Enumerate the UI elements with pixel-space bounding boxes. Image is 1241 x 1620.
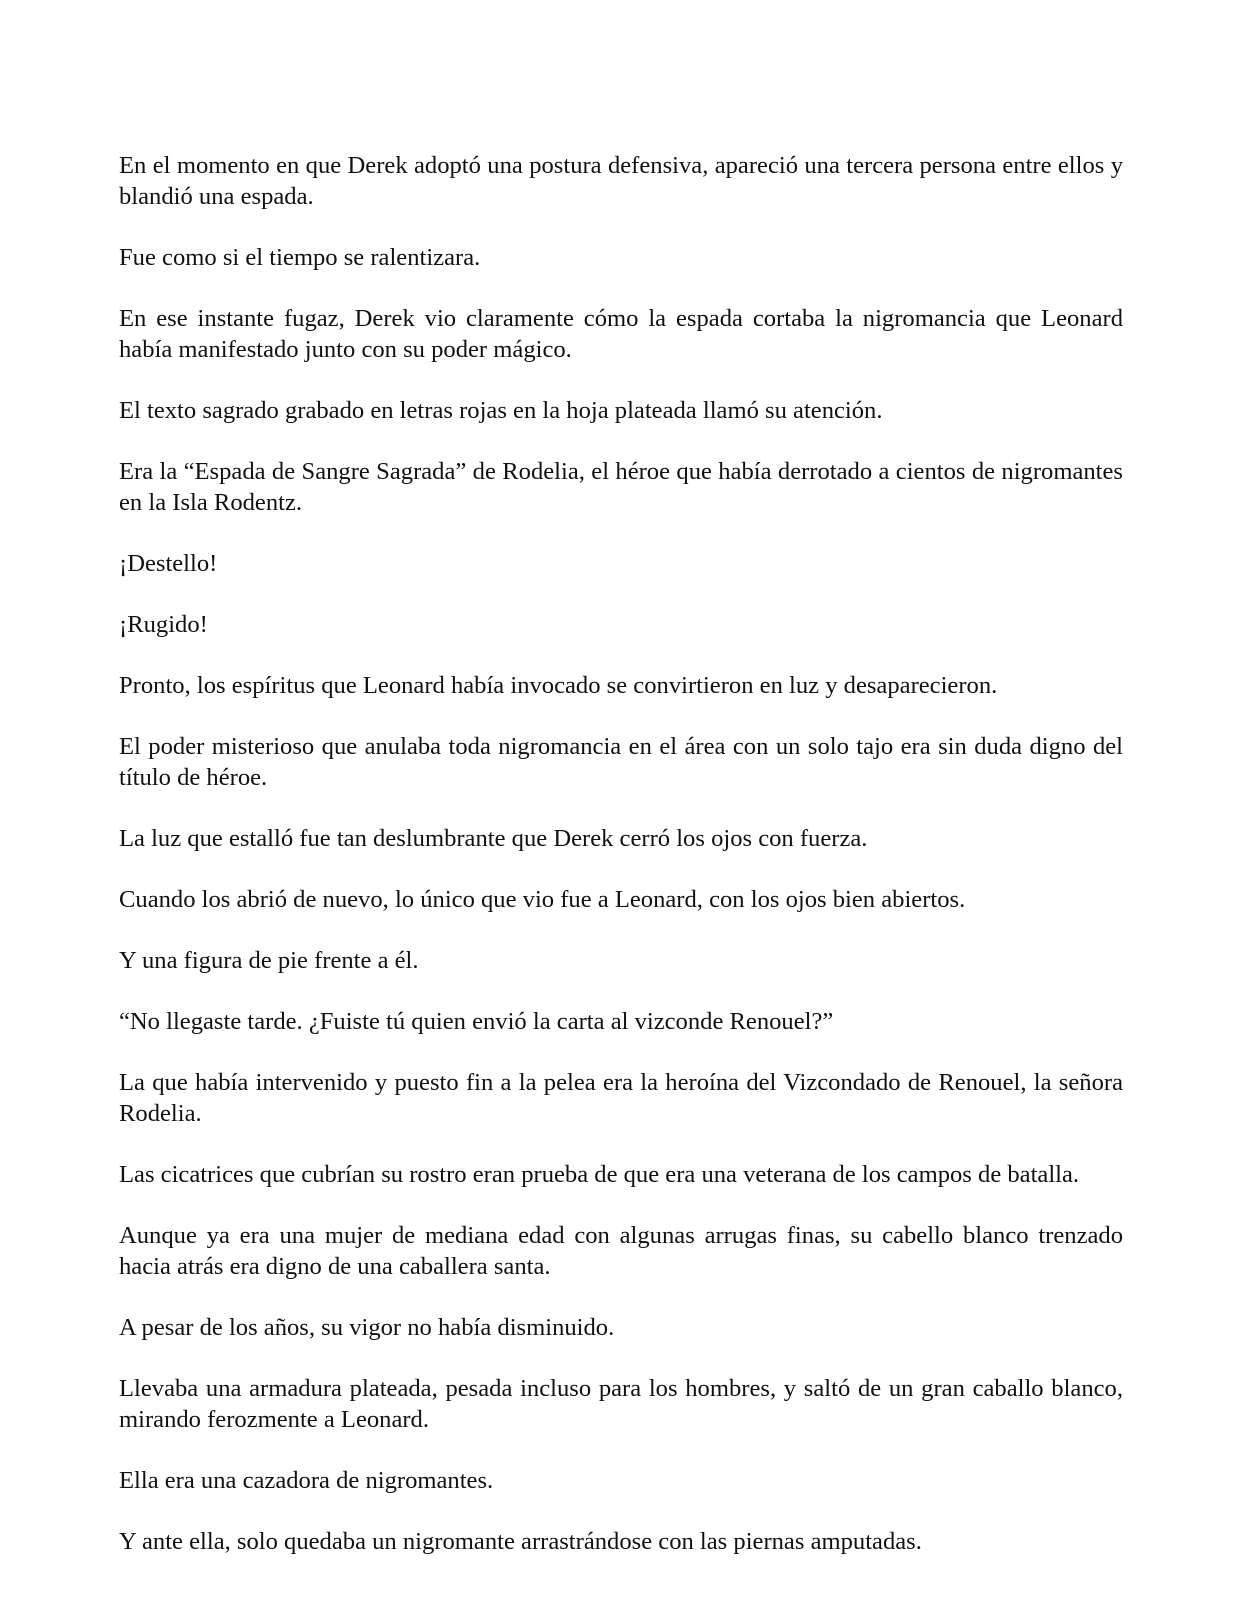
paragraph-9: El poder misterioso que anulaba toda nigromancia en el área con un solo tajo era sin duda digno del título de héroe. (119, 733, 1123, 791)
paragraph-16: Aunque ya era una mujer de mediana edad con algunas arrugas finas, su cabello blanco trenzado hacia atrás era digno de una caballera santa. (119, 1222, 1123, 1280)
paragraph-10: La luz que estalló fue tan deslumbrante que Derek cerró los ojos con fuerza. (119, 825, 868, 852)
paragraph-19: Ella era una cazadora de nigromantes. (119, 1467, 494, 1494)
paragraph-3: En ese instante fugaz, Derek vio claramente cómo la espada cortaba la nigromancia que Leonard había manifestado junto con su poder mágico. (119, 305, 1123, 363)
paragraph-2: Fue como si el tiempo se ralentizara. (119, 244, 481, 271)
document-page (119, 150, 1123, 1587)
paragraph-8: Pronto, los espíritus que Leonard había invocado se convirtieron en luz y desaparecieron. (119, 672, 998, 699)
paragraph-15: Las cicatrices que cubrían su rostro eran prueba de que era una veterana de los campos de batalla. (119, 1161, 1080, 1188)
paragraph-5: Era la “Espada de Sangre Sagrada” de Rodelia, el héroe que había derrotado a cientos de nigromantes en la Isla Rodentz. (119, 458, 1123, 516)
paragraph-1: En el momento en que Derek adoptó una postura defensiva, apareció una tercera persona entre ellos y blandió una espada. (119, 152, 1123, 210)
paragraph-4: El texto sagrado grabado en letras rojas en la hoja plateada llamó su atención. (119, 397, 883, 424)
paragraph-6: ¡Destello! (119, 550, 218, 577)
paragraph-18: Llevaba una armadura plateada, pesada incluso para los hombres, y saltó de un gran caballo blanco, mirando ferozmente a Leonard. (119, 1375, 1123, 1433)
paragraph-20: Y ante ella, solo quedaba un nigromante arrastrándose con las piernas amputadas. (119, 1528, 922, 1555)
paragraph-7: ¡Rugido! (119, 611, 208, 638)
paragraph-14: La que había intervenido y puesto fin a la pelea era la heroína del Vizcondado de Renouel, la señora Rodelia. (119, 1069, 1123, 1127)
paragraph-13: “No llegaste tarde. ¿Fuiste tú quien envió la carta al vizconde Renouel?” (119, 1008, 834, 1035)
paragraph-17: A pesar de los años, su vigor no había disminuido. (119, 1314, 615, 1341)
paragraph-11: Cuando los abrió de nuevo, lo único que vio fue a Leonard, con los ojos bien abiertos. (119, 886, 966, 913)
paragraph-12: Y una figura de pie frente a él. (119, 947, 419, 974)
